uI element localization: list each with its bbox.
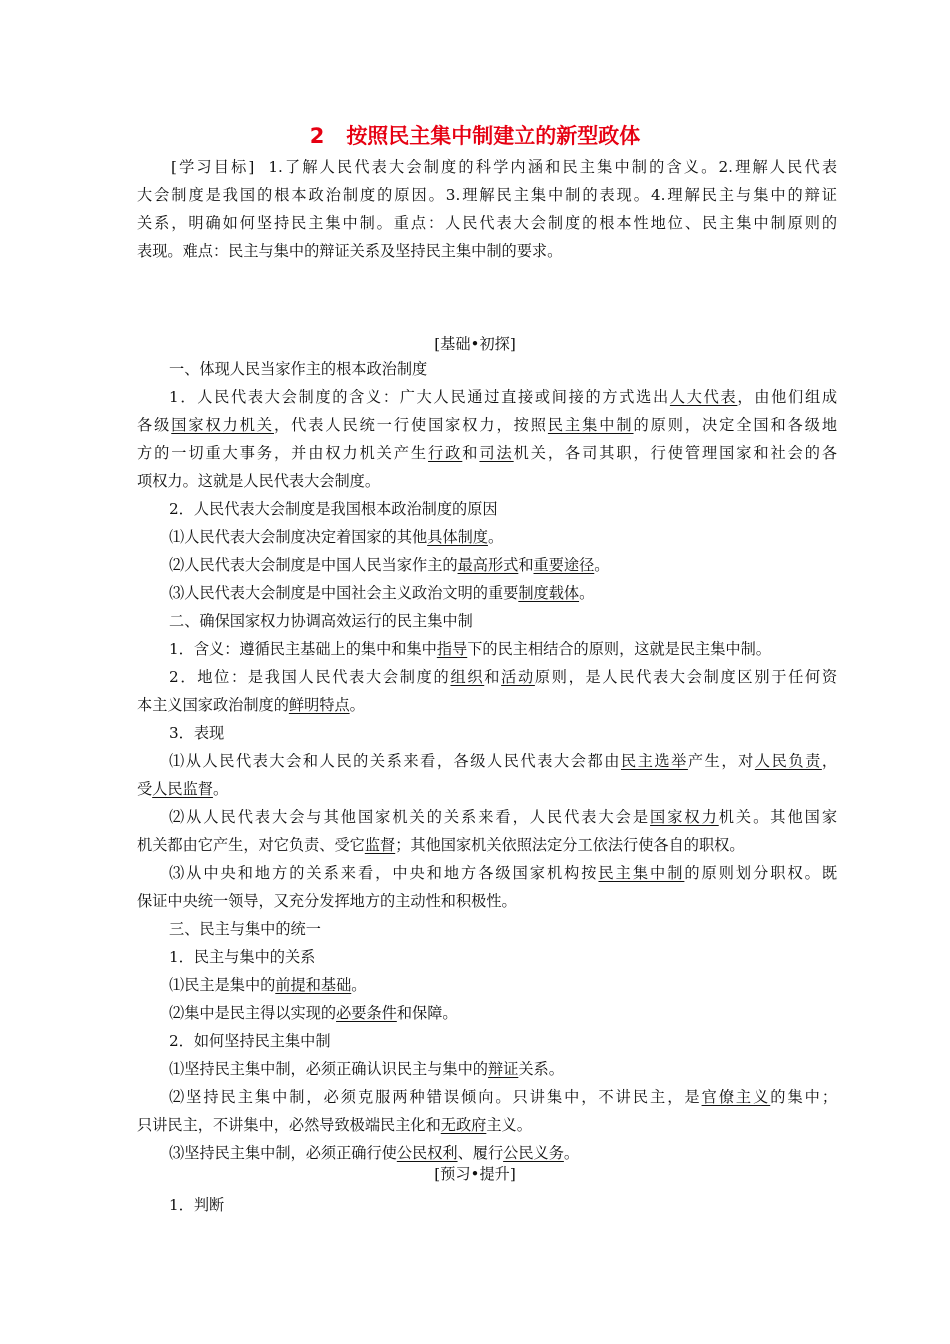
paragraph-line: 方的一切重大事务，并由权力机关产生行政和司法机关，各司其职，行使管理国家和社会的各	[137, 444, 838, 462]
list-item: ⑵从人民代表大会与其他国家机关的关系来看，人民代表大会是国家权力机关。其他国家	[169, 808, 838, 826]
list-item: ⑴从人民代表大会和人民的关系来看，各级人民代表大会都由民主选举产生，对人民负责，	[169, 752, 838, 770]
goals-line: 关系，明确如何坚持民主集中制。重点：人民代表大会制度的根本性地位、民主集中制原则的	[137, 214, 837, 232]
answer-blank: 公民义务	[503, 1144, 564, 1162]
lesson-number: 2	[309, 124, 325, 148]
answer-blank: 民主选举	[620, 752, 688, 770]
goals-label: [学习目标]	[171, 158, 255, 176]
answer-blank: 重要途径	[533, 556, 595, 574]
answer-blank: 官僚主义	[701, 1088, 771, 1106]
answer-blank: 指导	[436, 640, 468, 658]
section-heading: 二、确保国家权力协调高效运行的民主集中制	[169, 612, 473, 630]
answer-blank: 必要条件	[336, 1004, 397, 1022]
item-heading: 2．如何坚持民主集中制	[169, 1032, 331, 1050]
answer-blank: 人大代表	[669, 388, 738, 406]
answer-blank: 人民负责	[754, 752, 822, 770]
list-item: ⑶从中央和地方的关系来看，中央和地方各级国家机构按民主集中制的原则划分职权。既	[169, 864, 838, 882]
answer-blank: 国家权力	[650, 808, 719, 826]
answer-blank: 民主集中制	[598, 864, 685, 882]
item-heading: 1．民主与集中的关系	[169, 948, 316, 966]
answer-blank: 监督	[364, 836, 396, 854]
answer-blank: 制度载体	[518, 584, 580, 602]
paragraph-line: 保证中央统一领导，又充分发挥地方的主动性和积极性。	[137, 892, 517, 910]
list-item: ⑴民主是集中的前提和基础。	[169, 976, 367, 994]
answer-blank: 活动	[501, 668, 535, 686]
list-item: ⑵人民代表大会制度是中国人民当家作主的最高形式和重要途径。	[169, 556, 610, 574]
paragraph-line: 受人民监督。	[137, 780, 229, 798]
section-label-preview: [预习•提升]	[434, 1165, 516, 1183]
paragraph-line: 项权力。这就是人民代表大会制度。	[137, 472, 380, 490]
answer-blank: 最高形式	[457, 556, 519, 574]
answer-blank: 行政	[428, 444, 463, 462]
list-item: ⑶人民代表大会制度是中国社会主义政治文明的重要制度载体。	[169, 584, 595, 602]
page-title	[0, 120, 950, 150]
list-item: ⑴人民代表大会制度决定着国家的其他具体制度。	[169, 528, 504, 546]
lesson-title: 按照民主集中制建立的新型政体	[346, 124, 641, 148]
answer-blank: 组织	[450, 668, 485, 686]
answer-blank: 司法	[479, 444, 514, 462]
answer-blank: 具体制度	[427, 528, 488, 546]
list-item: ⑵集中是民主得以实现的必要条件和保障。	[169, 1004, 458, 1022]
answer-blank: 前提和基础	[275, 976, 352, 994]
goals-line: [学习目标] 1.了解人民代表大会制度的科学内涵和民主集中制的含义。2.理解人民代表	[171, 158, 838, 176]
answer-blank: 人民监督	[152, 780, 213, 798]
answer-blank: 公民权利	[396, 1144, 458, 1162]
paragraph-line: 1．人民代表大会制度的含义：广大人民通过直接或间接的方式选出人大代表，由他们组成	[169, 388, 838, 406]
paragraph-line: 2．地位：是我国人民代表大会制度的组织和活动原则，是人民代表大会制度区别于任何资	[169, 668, 838, 686]
paragraph-line: 机关都由它产生，对它负责、受它监督；其他国家机关依照法定分工依法行使各自的职权。	[137, 836, 745, 854]
answer-blank: 无政府	[440, 1116, 487, 1134]
item-heading: 2．人民代表大会制度是我国根本政治制度的原因	[169, 500, 498, 518]
goals-line: 表现。难点：民主与集中的辩证关系及坚持民主集中制的要求。	[137, 242, 563, 260]
goals-line: 大会制度是我国的根本政治制度的原因。3.理解民主集中制的表现。4.理解民主与集中的辩证	[137, 186, 837, 204]
answer-blank: 国家权力机关	[171, 416, 274, 434]
list-item: ⑴坚持民主集中制，必须正确认识民主与集中的辩证关系。	[169, 1060, 564, 1078]
answer-blank: 鲜明特点	[288, 696, 350, 714]
paragraph-line: 1．含义：遵循民主基础上的集中和集中指导下的民主相结合的原则，这就是民主集中制。	[169, 640, 771, 658]
paragraph-line: 本主义国家政治制度的鲜明特点。	[137, 696, 365, 714]
item-heading: 3．表现	[169, 724, 225, 742]
section-heading: 一、体现人民当家作主的根本政治制度	[169, 360, 428, 378]
item-heading: 1．判断	[169, 1196, 225, 1214]
list-item: ⑶坚持民主集中制，必须正确行使公民权利、履行公民义务。	[169, 1144, 580, 1162]
paragraph-line: 只讲民主，不讲集中，必然导致极端民主化和无政府主义。	[137, 1116, 532, 1134]
section-heading: 三、民主与集中的统一	[169, 920, 321, 938]
learning-goals	[137, 153, 837, 265]
list-item: ⑵坚持民主集中制，必须克服两种错误倾向。只讲集中，不讲民主，是官僚主义的集中；	[169, 1088, 838, 1106]
paragraph-line: 各级国家权力机关，代表人民统一行使国家权力，按照民主集中制的原则，决定全国和各级地	[137, 416, 838, 434]
answer-blank: 辩证	[487, 1060, 519, 1078]
answer-blank: 民主集中制	[547, 416, 634, 434]
section-label-basic: [基础•初探]	[434, 335, 516, 353]
